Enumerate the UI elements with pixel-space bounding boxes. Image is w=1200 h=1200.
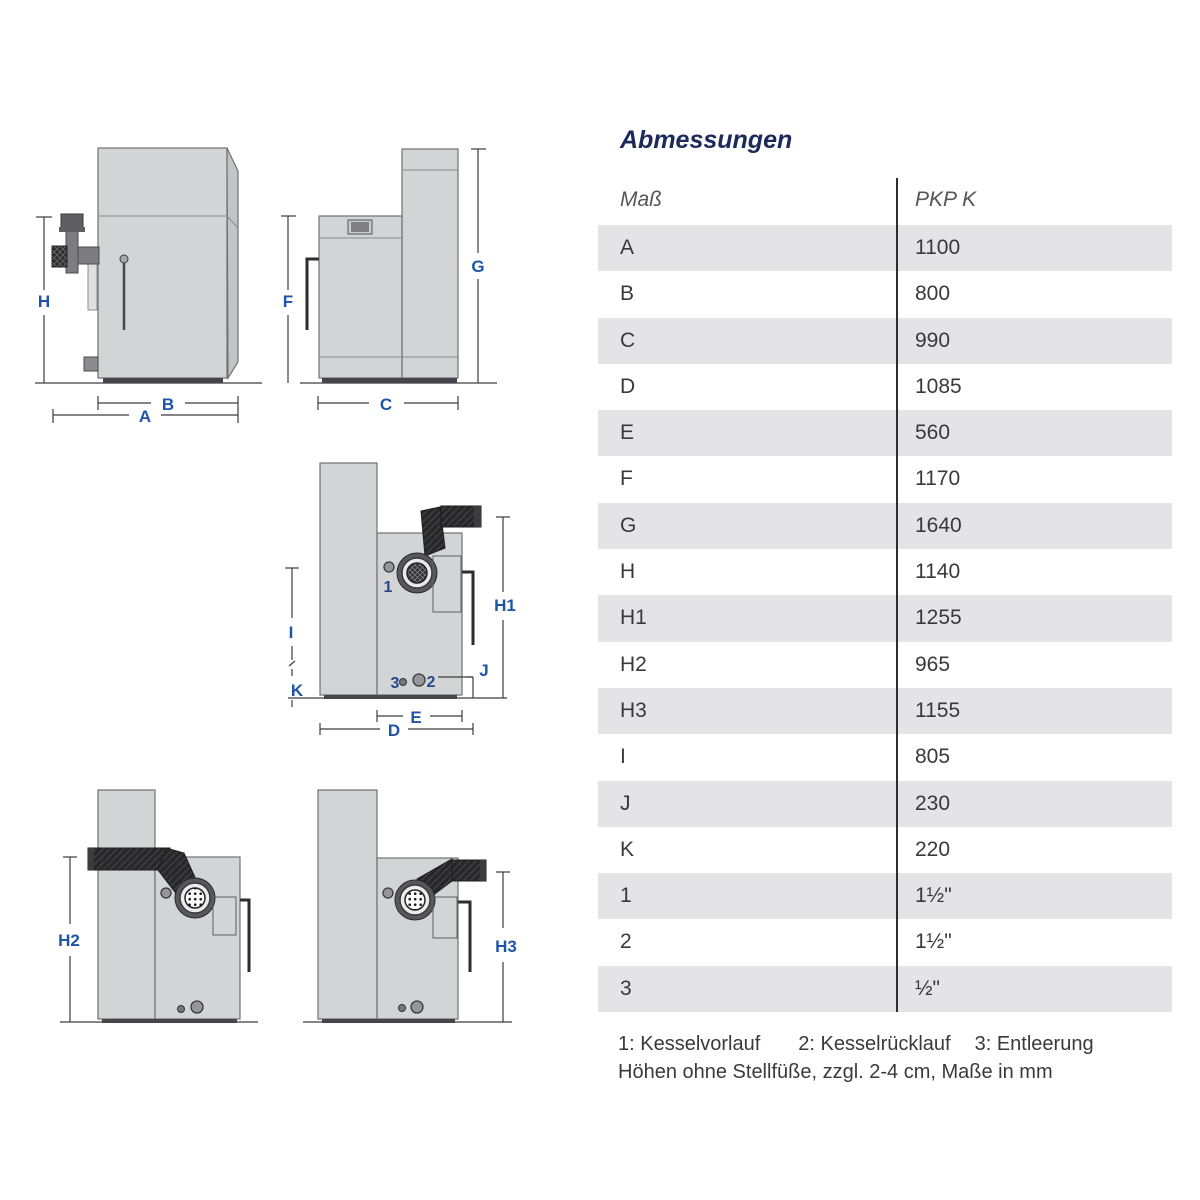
control-display-screen — [351, 222, 369, 232]
dimension-value: 1255 — [915, 606, 962, 630]
door-handle — [462, 572, 473, 645]
table-row — [598, 271, 1172, 317]
dimension-label: E — [620, 421, 635, 445]
dimension-value: 1140 — [915, 560, 961, 584]
dim-label-F: F — [282, 292, 294, 311]
dimension-label: J — [620, 791, 631, 815]
flange-arm — [77, 247, 99, 264]
dim-label-G: G — [471, 257, 485, 276]
dimension-label: 3 — [620, 976, 632, 1000]
dimension-value: 1½" — [915, 930, 952, 954]
dimension-label: I — [620, 745, 626, 769]
dimension-C — [318, 395, 458, 414]
dimension-D — [320, 721, 473, 740]
table-row — [598, 549, 1172, 595]
drain-connection — [178, 1006, 185, 1013]
column-header-model: PKP K — [915, 188, 977, 211]
column-header-dimension: Maß — [620, 188, 662, 211]
dim-label-A: A — [138, 407, 152, 426]
dim-label-D: D — [387, 721, 401, 740]
footnote-drain: 3: Entleerung — [974, 1033, 1094, 1055]
dimension-label: H — [620, 560, 636, 584]
table-row — [598, 364, 1172, 410]
dimension-H2 — [58, 857, 80, 1022]
dim-label-J: J — [479, 661, 489, 680]
table-row — [598, 827, 1172, 873]
dimension-value: 1155 — [915, 698, 961, 722]
table-row — [598, 410, 1172, 456]
table-row — [598, 456, 1172, 502]
flange-collar — [59, 227, 85, 232]
table-header-row — [598, 175, 1172, 225]
dimension-value: 560 — [915, 421, 951, 445]
table-row — [598, 873, 1172, 919]
dimension-value: 230 — [915, 791, 951, 815]
flow-connection — [161, 888, 171, 898]
dim-label-H: H — [37, 292, 51, 311]
return-connection — [413, 674, 425, 686]
rear-view-right-flue-drawing — [303, 790, 517, 1023]
footnote-connections — [618, 1030, 1094, 1058]
boiler-body — [319, 216, 402, 378]
dimension-label: K — [620, 837, 635, 861]
table-row — [598, 642, 1172, 688]
flue-pipe — [88, 848, 170, 870]
flue-pipe-end — [480, 860, 486, 881]
drain-connection — [400, 679, 407, 686]
door-handle — [240, 900, 249, 972]
table-row — [598, 225, 1172, 271]
connection-label-2: 2 — [426, 674, 436, 691]
dimension-label: A — [620, 236, 635, 259]
door-handle-pivot — [120, 255, 128, 263]
dim-label-H3: H3 — [495, 937, 517, 956]
table-row — [598, 781, 1172, 827]
connection-label-3: 3 — [390, 675, 400, 692]
dimension-label: B — [620, 282, 635, 306]
fan-grille-icon — [405, 890, 425, 910]
table-row — [598, 734, 1172, 780]
pellet-hopper — [402, 149, 458, 378]
dim-label-E: E — [410, 708, 422, 727]
dimension-value: 1½" — [915, 884, 952, 908]
dimension-label: 1 — [620, 884, 632, 908]
dim-label-B: B — [161, 395, 175, 414]
dimension-B — [98, 395, 238, 414]
table-row — [598, 688, 1172, 734]
page-title: Abmessungen — [620, 126, 793, 154]
dimension-H1 — [494, 517, 516, 698]
dimension-value: 800 — [915, 282, 951, 306]
dimension-value: 805 — [915, 745, 951, 769]
fan-grille-icon — [407, 563, 427, 583]
rear-view-left-flue-drawing — [58, 790, 258, 1023]
dimension-I-K — [285, 568, 304, 707]
base-strip — [102, 1019, 237, 1023]
boiler-side-panel — [227, 148, 238, 378]
dimension-value: 1640 — [915, 513, 962, 537]
dimension-label: H2 — [620, 652, 647, 676]
table-row — [598, 318, 1172, 364]
dimension-value: 220 — [915, 837, 951, 861]
door-handle — [458, 902, 470, 972]
dimension-value: 1100 — [915, 236, 961, 259]
base-strip — [322, 378, 457, 383]
table-row — [598, 595, 1172, 641]
table-row — [598, 966, 1172, 1012]
dimension-value: 1085 — [915, 374, 962, 398]
dim-label-I: I — [288, 623, 294, 642]
dimension-H3 — [495, 872, 517, 1022]
dimension-label: H3 — [620, 698, 647, 722]
dimension-value: 990 — [915, 328, 951, 352]
door-handle — [307, 259, 319, 330]
flue-pipe-end — [88, 848, 94, 870]
dim-label-K: K — [290, 681, 304, 700]
flow-connection — [383, 888, 393, 898]
table-column-divider — [896, 178, 898, 1012]
flange-cap — [61, 214, 83, 229]
dimension-value: 965 — [915, 652, 951, 676]
fan-grille-icon — [185, 888, 205, 908]
boiler-body — [98, 148, 227, 378]
dimension-label: D — [620, 374, 636, 398]
dimension-label: G — [620, 513, 637, 537]
technical-drawings — [0, 0, 570, 1200]
return-connection — [191, 1001, 203, 1013]
dimension-label: F — [620, 467, 633, 491]
footnote-units: Höhen ohne Stellfüße, zzgl. 2-4 cm, Maße in mm — [618, 1061, 1053, 1083]
drain-connection — [399, 1005, 406, 1012]
pellet-hopper — [98, 790, 155, 1019]
bottom-stub — [84, 357, 98, 371]
return-connection — [411, 1001, 423, 1013]
dimensions-table — [598, 175, 1172, 1012]
dimension-label: 2 — [620, 930, 632, 954]
dimension-label: H1 — [620, 606, 647, 630]
footnote-return: 2: Kesselrücklauf — [798, 1033, 951, 1055]
side-bracket — [88, 264, 97, 310]
side-view-drawing — [281, 149, 497, 414]
base-strip — [322, 1019, 455, 1023]
connection-label-1: 1 — [383, 579, 393, 596]
dimension-G — [471, 149, 486, 383]
footnotes — [618, 1030, 1094, 1086]
base-strip — [103, 378, 223, 383]
flow-connection — [384, 562, 394, 572]
dimension-value: ½" — [915, 976, 940, 1000]
flue-pipe-end — [474, 506, 481, 527]
dimension-value: 1170 — [915, 467, 961, 491]
dimension-label: C — [620, 328, 636, 352]
footnote-flow: 1: Kesselvorlauf — [618, 1033, 761, 1055]
dim-label-H2: H2 — [58, 931, 80, 950]
dimension-H — [36, 217, 52, 383]
front-view-drawing — [35, 148, 262, 426]
pellet-hopper — [320, 463, 377, 695]
flange-stem — [66, 229, 78, 273]
burner-block — [52, 246, 67, 267]
dimension-F — [281, 216, 296, 383]
table-row — [598, 919, 1172, 965]
dimension-A — [53, 407, 238, 426]
pellet-hopper — [318, 790, 377, 1019]
dim-label-H1: H1 — [494, 596, 516, 615]
rear-view-drawing — [285, 463, 516, 740]
dim-label-C: C — [379, 395, 393, 414]
base-strip — [324, 695, 457, 699]
table-row — [598, 503, 1172, 549]
